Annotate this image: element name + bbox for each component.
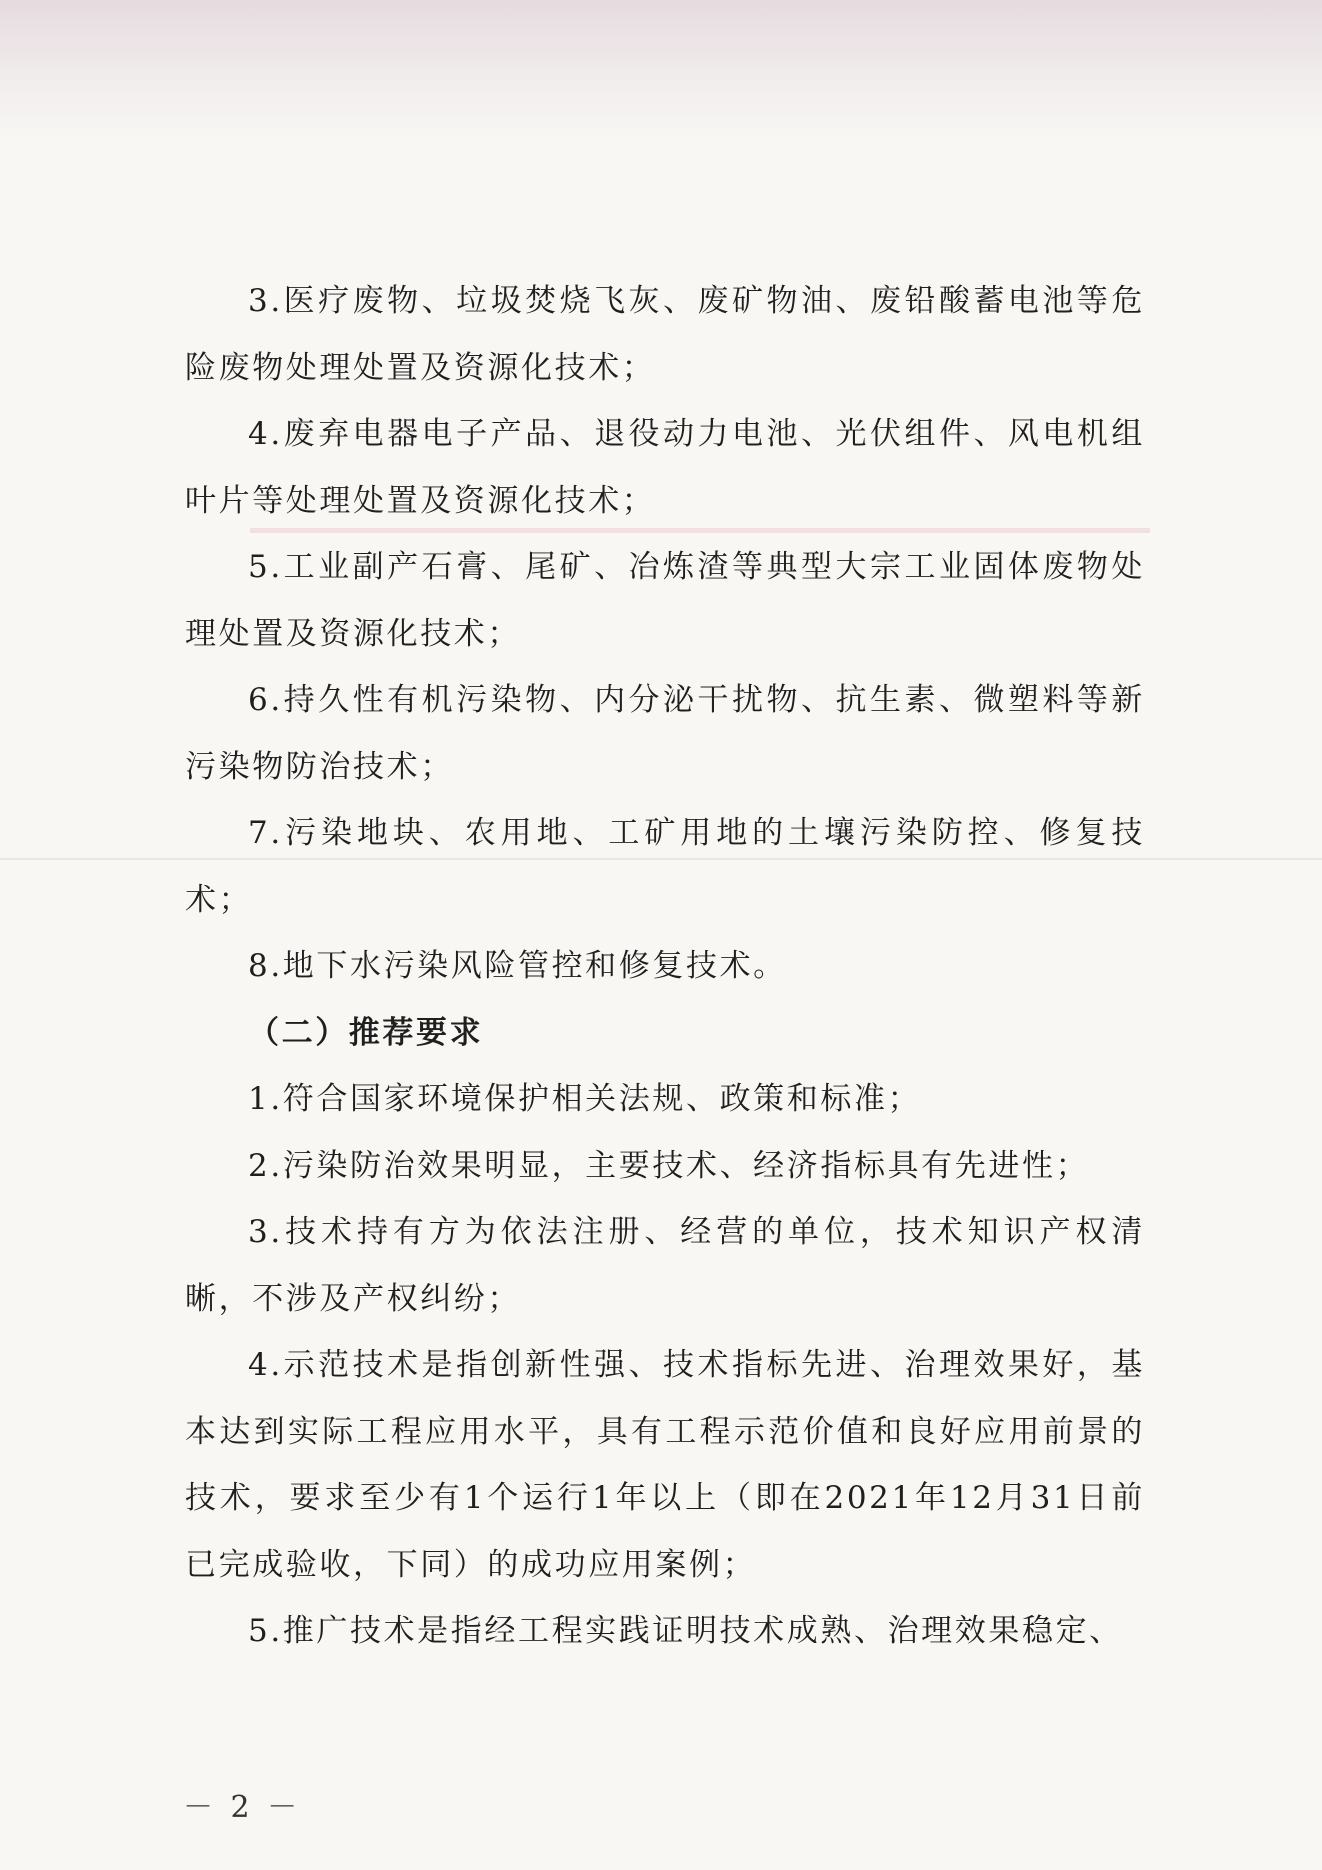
paragraph-item-7: 7.污染地块、农用地、工矿用地的土壤污染防控、修复技术； [185, 815, 1145, 918]
header-tint [0, 0, 1322, 140]
section-heading: （二）推荐要求 [248, 1014, 484, 1051]
paragraph-item-5: 5.工业副产石膏、尾矿、冶炼渣等典型大宗工业固体废物处理处置及资源化技术； [185, 549, 1145, 652]
requirement-item-5: 5.推广技术是指经工程实践证明技术成熟、治理效果稳定、 [248, 1613, 1123, 1649]
paragraph-item-6: 6.持久性有机污染物、内分泌干扰物、抗生素、微塑料等新污染物防治技术； [185, 682, 1145, 785]
document-body [185, 268, 1145, 1665]
requirement-item-1: 1.符合国家环境保护相关法规、政策和标准； [248, 1081, 922, 1117]
paragraph-item-4: 4.废弃电器电子产品、退役动力电池、光伏组件、风电机组叶片等处理处置及资源化技术； [185, 416, 1145, 519]
page-number: － 2 － [183, 1790, 302, 1825]
paragraph-item-3: 3.医疗废物、垃圾焚烧飞灰、废矿物油、废铅酸蓄电池等危险废物处理处置及资源化技术； [185, 283, 1145, 386]
requirement-item-2: 2.污染防治效果明显，主要技术、经济指标具有先进性； [248, 1147, 1090, 1184]
paragraph-item-8: 8.地下水污染风险管控和修复技术。 [248, 948, 787, 984]
requirement-item-4: 4.示范技术是指创新性强、技术指标先进、治理效果好，基本达到实际工程应用水平，具有工程示范价值和良好应用前景的技术，要求至少有1个运行1年以上（即在2021年12月31日前已完成验收，下同）的成功应用案例； [185, 1347, 1145, 1583]
requirement-item-3: 3.技术持有方为依法注册、经营的单位，技术知识产权清晰，不涉及产权纠纷； [185, 1214, 1145, 1317]
